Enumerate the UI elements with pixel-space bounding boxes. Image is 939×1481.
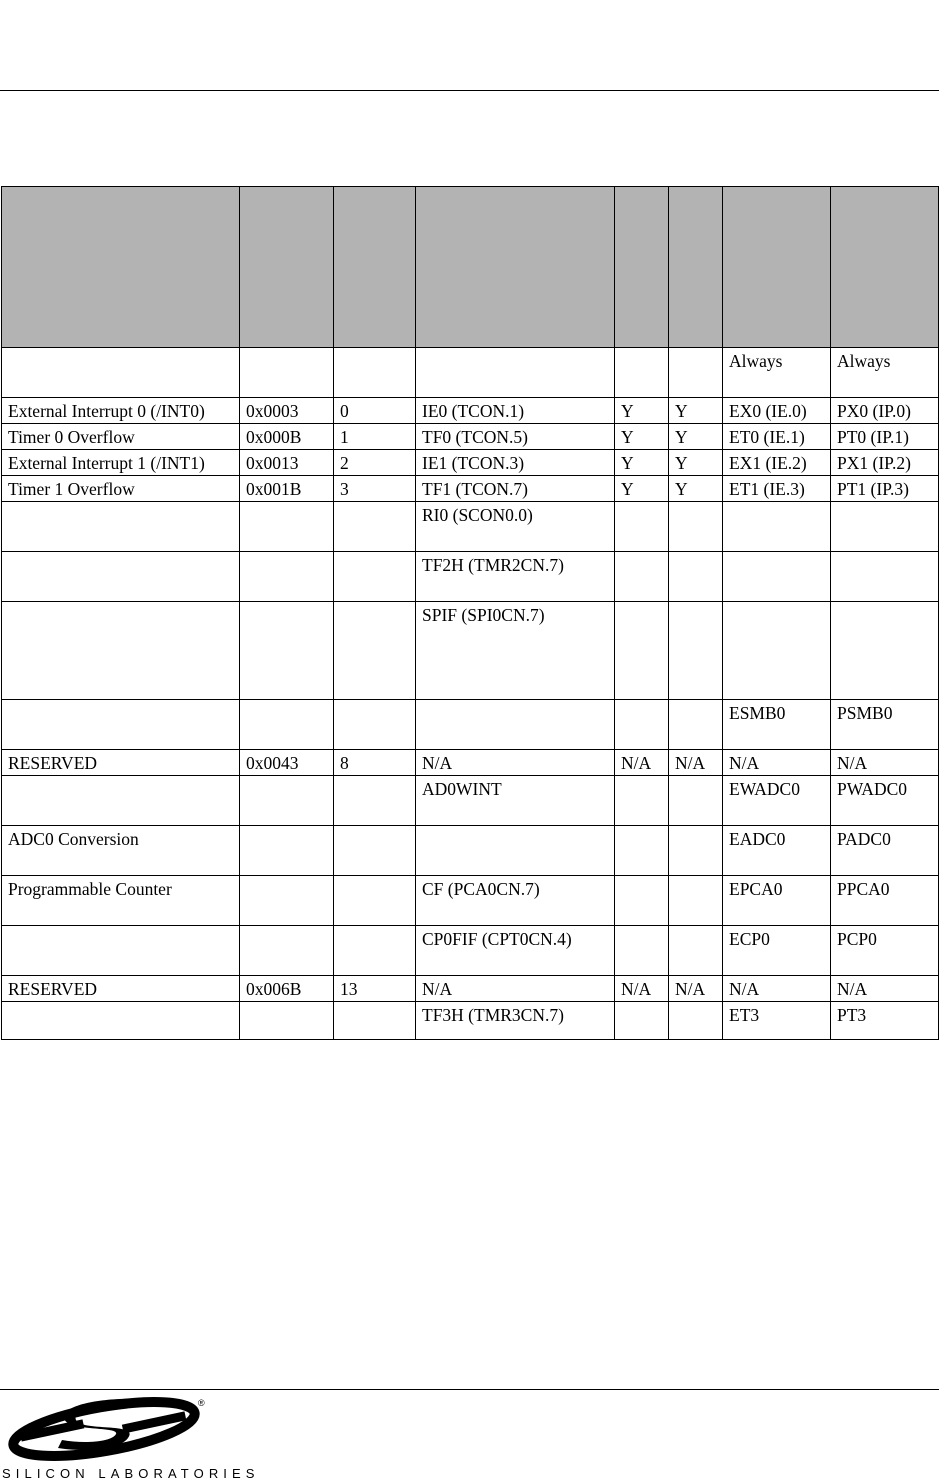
- table-cell: PT0 (IP.1): [831, 424, 939, 450]
- table-cell: [334, 348, 416, 398]
- table-row: [2, 826, 939, 876]
- table-row: [2, 700, 939, 750]
- table-cell: [669, 926, 723, 976]
- table-cell: [669, 826, 723, 876]
- table-cell: [615, 552, 669, 602]
- table-cell: [723, 552, 831, 602]
- table-cell: N/A: [615, 750, 669, 776]
- table-cell: [416, 700, 615, 750]
- interrupt-summary-table: [1, 186, 939, 1040]
- header-cell: [2, 187, 240, 348]
- table-cell: 0: [334, 398, 416, 424]
- table-row: [2, 348, 939, 398]
- table-cell: PWADC0: [831, 776, 939, 826]
- table-cell: [240, 776, 334, 826]
- table-cell: Y: [669, 476, 723, 502]
- table-cell: AD0WINT: [416, 776, 615, 826]
- table-cell: [669, 602, 723, 700]
- table-row: [2, 502, 939, 552]
- table-cell: [334, 602, 416, 700]
- table-cell: TF1 (TCON.7): [416, 476, 615, 502]
- table-cell: [723, 602, 831, 700]
- table-cell: Y: [669, 450, 723, 476]
- table-cell: Always: [831, 348, 939, 398]
- table-cell: [669, 1002, 723, 1040]
- table-cell: [615, 602, 669, 700]
- header-cell: [240, 187, 334, 348]
- table-cell: N/A: [615, 976, 669, 1002]
- table-cell: ET0 (IE.1): [723, 424, 831, 450]
- table-cell: PADC0: [831, 826, 939, 876]
- table-cell: N/A: [416, 750, 615, 776]
- table-cell: Y: [615, 476, 669, 502]
- table-cell: [240, 552, 334, 602]
- table-cell: 13: [334, 976, 416, 1002]
- table-cell: Y: [669, 424, 723, 450]
- table-cell: [615, 1002, 669, 1040]
- table-row: [2, 398, 939, 424]
- table-cell: RESERVED: [2, 750, 240, 776]
- table-cell: [334, 826, 416, 876]
- table-cell: EX1 (IE.2): [723, 450, 831, 476]
- table-cell: [334, 700, 416, 750]
- table-cell: [2, 926, 240, 976]
- table-row: [2, 750, 939, 776]
- table-cell: Timer 0 Overflow: [2, 424, 240, 450]
- table-cell: [240, 602, 334, 700]
- table-cell: PCP0: [831, 926, 939, 976]
- registered-mark: ®: [198, 1398, 205, 1408]
- table-cell: [240, 700, 334, 750]
- header-cell: [831, 187, 939, 348]
- table-cell: [669, 552, 723, 602]
- table-row: [2, 776, 939, 826]
- table-cell: N/A: [416, 976, 615, 1002]
- table-cell: [2, 502, 240, 552]
- table-cell: [615, 700, 669, 750]
- table-cell: IE1 (TCON.3): [416, 450, 615, 476]
- table-cell: [2, 348, 240, 398]
- table-cell: [334, 552, 416, 602]
- company-name: SILICON LABORATORIES: [2, 1466, 260, 1481]
- table-cell: [240, 348, 334, 398]
- table-cell: EADC0: [723, 826, 831, 876]
- table-cell: PPCA0: [831, 876, 939, 926]
- table-cell: [334, 776, 416, 826]
- table-cell: [669, 876, 723, 926]
- table-cell: Y: [669, 398, 723, 424]
- table-row: [2, 926, 939, 976]
- table-cell: PT1 (IP.3): [831, 476, 939, 502]
- table-cell: PX0 (IP.0): [831, 398, 939, 424]
- table-cell: 3: [334, 476, 416, 502]
- table-row: [2, 976, 939, 1002]
- table-cell: [416, 826, 615, 876]
- table-cell: [615, 926, 669, 976]
- table-cell: [615, 502, 669, 552]
- table-cell: TF2H (TMR2CN.7): [416, 552, 615, 602]
- table-cell: Timer 1 Overflow: [2, 476, 240, 502]
- table-cell: TF0 (TCON.5): [416, 424, 615, 450]
- table-row: [2, 876, 939, 926]
- table-cell: PSMB0: [831, 700, 939, 750]
- table-cell: [2, 602, 240, 700]
- header-cell: [723, 187, 831, 348]
- table-cell: Y: [615, 450, 669, 476]
- header-cell: [669, 187, 723, 348]
- table-cell: [723, 502, 831, 552]
- table-cell: 2: [334, 450, 416, 476]
- table-cell: PX1 (IP.2): [831, 450, 939, 476]
- table-row: [2, 552, 939, 602]
- table-cell: [831, 602, 939, 700]
- table-cell: [669, 776, 723, 826]
- table-cell: N/A: [723, 750, 831, 776]
- table-cell: ADC0 Conversion: [2, 826, 240, 876]
- table-cell: PT3: [831, 1002, 939, 1040]
- table-cell: 0x0003: [240, 398, 334, 424]
- table-cell: 0x001B: [240, 476, 334, 502]
- table-cell: [669, 348, 723, 398]
- table-cell: ESMB0: [723, 700, 831, 750]
- table-cell: [334, 926, 416, 976]
- table-header-row: [2, 187, 939, 348]
- table-cell: [240, 876, 334, 926]
- table-cell: EX0 (IE.0): [723, 398, 831, 424]
- footer-rule: [0, 1389, 939, 1390]
- table-cell: RESERVED: [2, 976, 240, 1002]
- table-row: [2, 602, 939, 700]
- table-cell: [615, 776, 669, 826]
- table-cell: [615, 876, 669, 926]
- table-cell: [831, 502, 939, 552]
- table-cell: N/A: [831, 976, 939, 1002]
- header-rule: [0, 90, 939, 91]
- table-cell: [240, 826, 334, 876]
- table-cell: Programmable Counter: [2, 876, 240, 926]
- header-cell: [615, 187, 669, 348]
- table-cell: 8: [334, 750, 416, 776]
- table-cell: [2, 1002, 240, 1040]
- table-row: [2, 450, 939, 476]
- table-cell: 0x000B: [240, 424, 334, 450]
- table-cell: External Interrupt 0 (/INT0): [2, 398, 240, 424]
- table-cell: 1: [334, 424, 416, 450]
- table-cell: [334, 876, 416, 926]
- table-cell: [831, 552, 939, 602]
- table-cell: ET3: [723, 1002, 831, 1040]
- table-cell: CF (PCA0CN.7): [416, 876, 615, 926]
- table-cell: [2, 700, 240, 750]
- table-cell: RI0 (SCON0.0): [416, 502, 615, 552]
- table-cell: [240, 502, 334, 552]
- table-cell: 0x006B: [240, 976, 334, 1002]
- table-cell: EPCA0: [723, 876, 831, 926]
- table-cell: [2, 776, 240, 826]
- table-cell: External Interrupt 1 (/INT1): [2, 450, 240, 476]
- table-cell: N/A: [723, 976, 831, 1002]
- table-cell: Always: [723, 348, 831, 398]
- table-cell: Y: [615, 398, 669, 424]
- table-cell: ECP0: [723, 926, 831, 976]
- table-row: [2, 424, 939, 450]
- table-cell: TF3H (TMR3CN.7): [416, 1002, 615, 1040]
- table-row: [2, 1002, 939, 1040]
- table-cell: IE0 (TCON.1): [416, 398, 615, 424]
- table-cell: [2, 552, 240, 602]
- table-cell: SPIF (SPI0CN.7): [416, 602, 615, 700]
- table-cell: [334, 1002, 416, 1040]
- table-cell: 0x0043: [240, 750, 334, 776]
- table-cell: [240, 926, 334, 976]
- table-cell: CP0FIF (CPT0CN.4): [416, 926, 615, 976]
- table-cell: ET1 (IE.3): [723, 476, 831, 502]
- header-cell: [416, 187, 615, 348]
- table-cell: [240, 1002, 334, 1040]
- table-row: [2, 476, 939, 502]
- table-cell: N/A: [669, 976, 723, 1002]
- table-cell: Y: [615, 424, 669, 450]
- table-cell: [615, 826, 669, 876]
- table-cell: EWADC0: [723, 776, 831, 826]
- header-cell: [334, 187, 416, 348]
- table-cell: N/A: [669, 750, 723, 776]
- table-cell: N/A: [831, 750, 939, 776]
- table-cell: [615, 348, 669, 398]
- table-cell: [669, 502, 723, 552]
- table-cell: 0x0013: [240, 450, 334, 476]
- table-cell: [334, 502, 416, 552]
- table-cell: [669, 700, 723, 750]
- table-cell: [416, 348, 615, 398]
